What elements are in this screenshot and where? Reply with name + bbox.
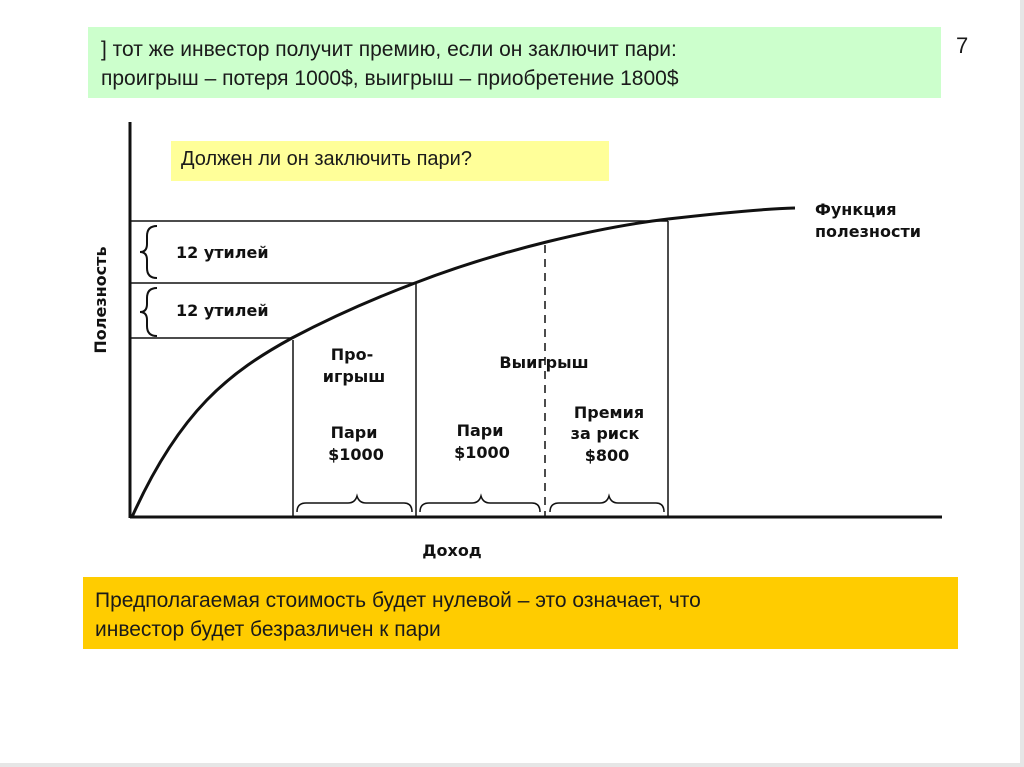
- y-axis-label: Полезность: [91, 246, 110, 354]
- premium-label-3: $800: [584, 446, 630, 465]
- brace-lower-label: 12 утилей: [176, 301, 269, 320]
- conclusion-line-1: Предполагаемая стоимость будет нулевой – это означает, что: [95, 589, 701, 612]
- brace-bottom-bet: [420, 496, 540, 512]
- bet-loss-label-1: Пари: [330, 423, 378, 442]
- brace-bottom-premium: [550, 496, 664, 512]
- curve-label-1: Функция: [815, 200, 897, 219]
- loss-label-2: игрыш: [322, 367, 386, 386]
- page-number: 7: [956, 33, 969, 58]
- brace-upper: [140, 226, 157, 278]
- brace-upper-label: 12 утилей: [176, 243, 269, 262]
- conclusion-line-2: инвестор будет безразличен к пари: [95, 618, 441, 641]
- premium-label-1: Премия: [573, 403, 645, 422]
- loss-label-1: Про-: [330, 345, 374, 364]
- brace-lower: [140, 288, 157, 336]
- win-label: Выигрыш: [499, 353, 589, 372]
- bet-loss-label-2: $1000: [328, 445, 384, 464]
- premium-label-2: за риск: [570, 424, 640, 443]
- brace-bottom-loss: [297, 496, 412, 512]
- question-text: Должен ли он заключить пари?: [181, 148, 472, 170]
- header-line-1: ] тот же инвестор получит премию, если он заключит пари:: [101, 38, 677, 61]
- bet-win-label-1: Пари: [456, 421, 504, 440]
- bet-win-label-2: $1000: [454, 443, 510, 462]
- conclusion-box: [83, 577, 958, 649]
- curve-label-2: полезности: [815, 222, 921, 241]
- question-box: [171, 141, 609, 181]
- x-axis-label: Доход: [422, 541, 482, 560]
- header-line-2: проигрыш – потеря 1000$, выигрыш – приобретение 1800$: [101, 67, 679, 90]
